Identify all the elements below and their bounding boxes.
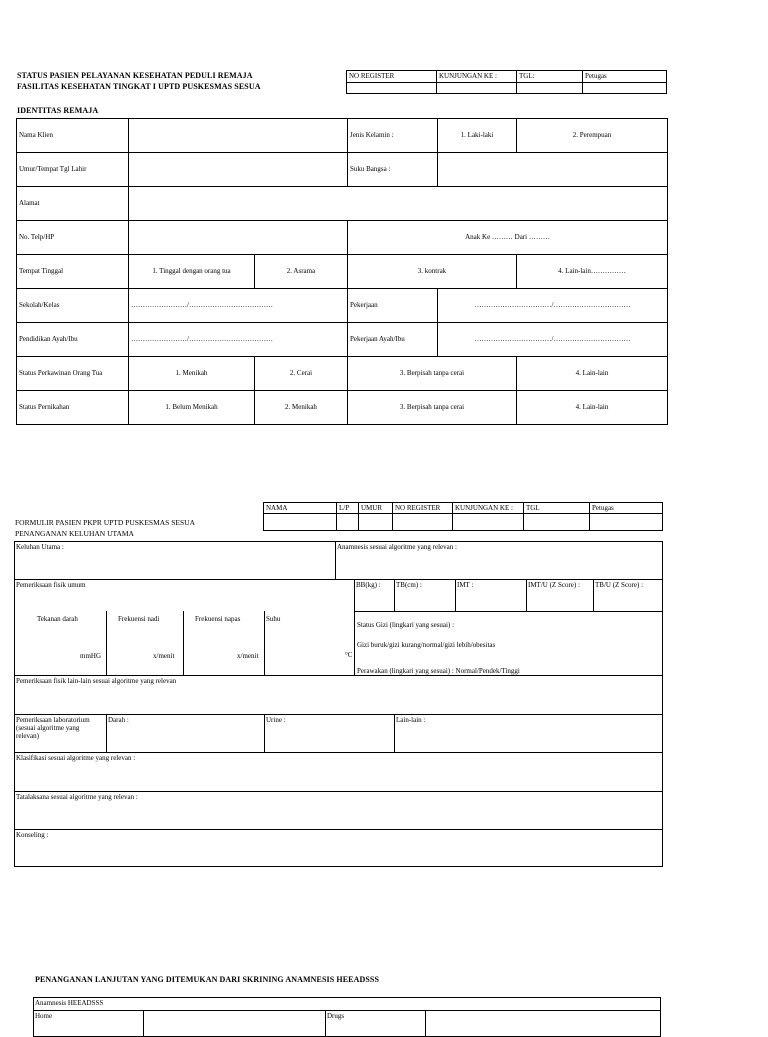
urine-field[interactable]: Urine :: [266, 716, 286, 724]
label-nama-klien: Nama Klien: [17, 119, 129, 153]
telp-field[interactable]: [129, 221, 348, 255]
label-status-gizi: Status Gizi (lingkari yang sesuai) :: [357, 621, 455, 629]
divider: [455, 579, 456, 611]
divider: [14, 829, 663, 830]
divider: [14, 752, 663, 753]
form1-register-table: [346, 70, 667, 94]
form2-title-line1: FORMULIR PASIEN PKPR UPTD PUSKESMAS SESUA: [15, 518, 195, 527]
header-lp: L/P: [337, 503, 359, 514]
option-asrama[interactable]: 2. Asrama: [255, 255, 348, 289]
divider: [593, 579, 594, 611]
imt-u-field[interactable]: IMT/U (Z Score) :: [528, 581, 580, 589]
drugs-field[interactable]: [427, 1012, 659, 1024]
tekanan-darah-field[interactable]: mmHG: [80, 652, 101, 660]
divider: [106, 611, 107, 675]
keluhan-utama-field[interactable]: [16, 552, 332, 578]
sekolah-field[interactable]: ……………………/………………………………: [129, 289, 348, 323]
label-status-perkawinan-ortu: Status Perkawinan Orang Tua: [17, 357, 129, 391]
option-berpisah[interactable]: 3. Berpisah tanpa cerai: [348, 391, 517, 425]
divider: [14, 675, 663, 676]
option-menikah[interactable]: 2. Menikah: [255, 391, 348, 425]
label-suku-bangsa: Suku Bangsa :: [348, 153, 438, 187]
alamat-field[interactable]: [129, 187, 668, 221]
label-pekerjaan-ortu: Pekerjaan Ayah/Ibu: [348, 323, 438, 357]
frekuensi-nadi-field[interactable]: x/menit: [153, 652, 175, 660]
option-tinggal-orang-tua[interactable]: 1. Tinggal dengan orang tua: [129, 255, 255, 289]
kunjungan-field[interactable]: [453, 514, 524, 531]
label-laboratorium: Pemeriksaan laboratorium (sesuai algoritme yang relevan): [16, 716, 90, 741]
label-status-pernikahan: Status Pernikahan: [17, 391, 129, 425]
form1-title-line2: FASILITAS KESEHATAN TINGKAT I UPTD PUSKESMAS SESUA: [17, 82, 261, 91]
bb-field[interactable]: BB(kg) :: [356, 581, 381, 589]
label-tatalaksana: Tatalaksana sesuai algoritme yang relevan :: [16, 793, 138, 801]
pendidikan-ortu-field[interactable]: ……………………/………………………………: [129, 323, 348, 357]
no-register-field[interactable]: [393, 514, 453, 531]
umur-field[interactable]: [129, 153, 348, 187]
divider: [264, 714, 265, 752]
header-tgl: TGL:: [517, 71, 583, 83]
section-title-identitas: IDENTITAS REMAJA: [17, 106, 99, 115]
option-belum-menikah[interactable]: 1. Belum Menikah: [129, 391, 255, 425]
header-kunjungan: KUNJUNGAN KE :: [437, 71, 517, 83]
label-alamat: Alamat: [17, 187, 129, 221]
tb-u-field[interactable]: TB/U (Z Score) :: [595, 581, 644, 589]
header-no-register: NO REGISTER: [393, 503, 453, 514]
label-umur: Umur/Tempat Tgl Lahir: [17, 153, 129, 187]
konseling-field[interactable]: [16, 840, 660, 865]
kunjungan-field[interactable]: [437, 83, 517, 94]
option-ortu-berpisah[interactable]: 3. Berpisah tanpa cerai: [348, 357, 517, 391]
petugas-field[interactable]: [583, 83, 667, 94]
label-frekuensi-nadi: Frekuensi nadi: [118, 615, 160, 623]
divider: [354, 611, 663, 612]
divider: [33, 1010, 661, 1011]
divider: [335, 541, 336, 579]
pekerjaan-field[interactable]: ……………………………/……………………………: [438, 289, 668, 323]
label-klasifikasi: Klasifikasi sesuai algoritme yang relevan :: [16, 754, 136, 762]
label-suhu: Suhu: [266, 615, 281, 623]
header-petugas: Petugas: [583, 71, 667, 83]
label-jenis-kelamin: Jenis Kelamin :: [348, 119, 438, 153]
home-field[interactable]: [145, 1012, 323, 1024]
header-petugas: Petugas: [590, 503, 663, 514]
suku-bangsa-field[interactable]: [438, 153, 668, 187]
nama-klien-field[interactable]: [129, 119, 348, 153]
option-tinggal-lain[interactable]: 4. Lain-lain……………: [517, 255, 668, 289]
tgl-field[interactable]: [517, 83, 583, 94]
anamnesis-field[interactable]: [337, 552, 659, 578]
divider: [354, 579, 355, 611]
option-ortu-lain[interactable]: 4. Lain-lain: [517, 357, 668, 391]
label-keluhan-utama: Keluhan Utama :: [16, 543, 64, 551]
klasifikasi-field[interactable]: [16, 763, 660, 790]
pemeriksaan-lain-field[interactable]: [16, 686, 660, 713]
tatalaksana-field[interactable]: [16, 802, 660, 828]
label-anamnesis: Anamnesis sesuai algoritme yang relevan :: [337, 543, 457, 551]
label-konseling: Konseling :: [16, 831, 49, 839]
pekerjaan-ortu-field[interactable]: ……………………………/……………………………: [438, 323, 668, 357]
option-laki-laki[interactable]: 1. Laki-laki: [438, 119, 517, 153]
divider: [14, 791, 663, 792]
form2-register-table: [263, 502, 663, 531]
tgl-field[interactable]: [524, 514, 590, 531]
petugas-field[interactable]: [590, 514, 663, 531]
label-pemeriksaan-fisik-umum: Pemeriksaan fisik umum: [16, 581, 86, 589]
option-nikah-lain[interactable]: 4. Lain-lain: [517, 391, 668, 425]
umur-field[interactable]: [359, 514, 393, 531]
divider: [354, 611, 355, 675]
divider: [394, 714, 395, 752]
label-tempat-tinggal: Tempat Tinggal: [17, 255, 129, 289]
header-no-register: NO REGISTER: [347, 71, 437, 83]
divider: [264, 611, 265, 675]
label-sekolah: Sekolah/Kelas: [17, 289, 129, 323]
divider: [106, 714, 107, 752]
form1-title-line1: STATUS PASIEN PELAYANAN KESEHATAN PEDULI REMAJA: [17, 71, 253, 80]
header-kunjungan: KUNJUNGAN KE :: [453, 503, 524, 514]
label-telp: No. Telp/HP: [17, 221, 129, 255]
identitas-table: [16, 118, 668, 425]
header-umur: UMUR: [359, 503, 393, 514]
darah-field[interactable]: Darah :: [108, 716, 129, 724]
perawakan-options[interactable]: Perawakan (lingkari yang sesuai) : Normal/Pendek/Tinggi: [357, 667, 520, 675]
divider: [526, 579, 527, 611]
divider: [183, 611, 184, 675]
divider: [394, 579, 395, 611]
option-ortu-menikah[interactable]: 1. Menikah: [129, 357, 255, 391]
status-gizi-options[interactable]: Gizi buruk/gizi kurang/normal/gizi lebih/obesitas: [357, 641, 496, 649]
label-drugs: Drugs: [327, 1012, 345, 1020]
label-frekuensi-napas: Frekuensi napas: [195, 615, 241, 623]
tb-field[interactable]: TB(cm) :: [396, 581, 422, 589]
label-tekanan-darah: Tekanan darah: [37, 615, 78, 623]
option-kontrak[interactable]: 3. kontrak: [348, 255, 517, 289]
frekuensi-napas-field[interactable]: x/menit: [237, 652, 259, 660]
label-pemeriksaan-lain: Pemeriksaan fisik lain-lain sesuai algoritme yang relevan: [16, 677, 177, 685]
nama-field[interactable]: [264, 514, 337, 531]
option-ortu-cerai[interactable]: 2. Cerai: [255, 357, 348, 391]
label-anamnesis-heeadsss: Anamnesis HEEADSSS: [35, 999, 104, 1007]
lp-field[interactable]: [337, 514, 359, 531]
header-nama: NAMA: [264, 503, 337, 514]
label-home: Home: [35, 1012, 53, 1020]
header-tgl: TGL: [524, 503, 590, 514]
imt-field[interactable]: IMT :: [457, 581, 474, 589]
lab-lain-field[interactable]: Lain-lain :: [396, 716, 426, 724]
form2-title-line2: PENANGANAN KELUHAN UTAMA: [15, 529, 134, 538]
option-perempuan[interactable]: 2. Perempuan: [517, 119, 668, 153]
divider: [14, 714, 663, 715]
no-register-field[interactable]: [347, 83, 437, 94]
label-pekerjaan: Pekerjaan: [348, 289, 438, 323]
anak-ke-field[interactable]: Anak Ke ……… Dari ………: [348, 221, 668, 255]
suhu-field[interactable]: °C: [345, 651, 353, 659]
form3-title: PENANGANAN LANJUTAN YANG DITEMUKAN DARI SKRINING ANAMNESIS HEEADSSS: [35, 975, 380, 984]
label-pendidikan-ortu: Pendidikan Ayah/Ibu: [17, 323, 129, 357]
divider: [14, 579, 663, 580]
